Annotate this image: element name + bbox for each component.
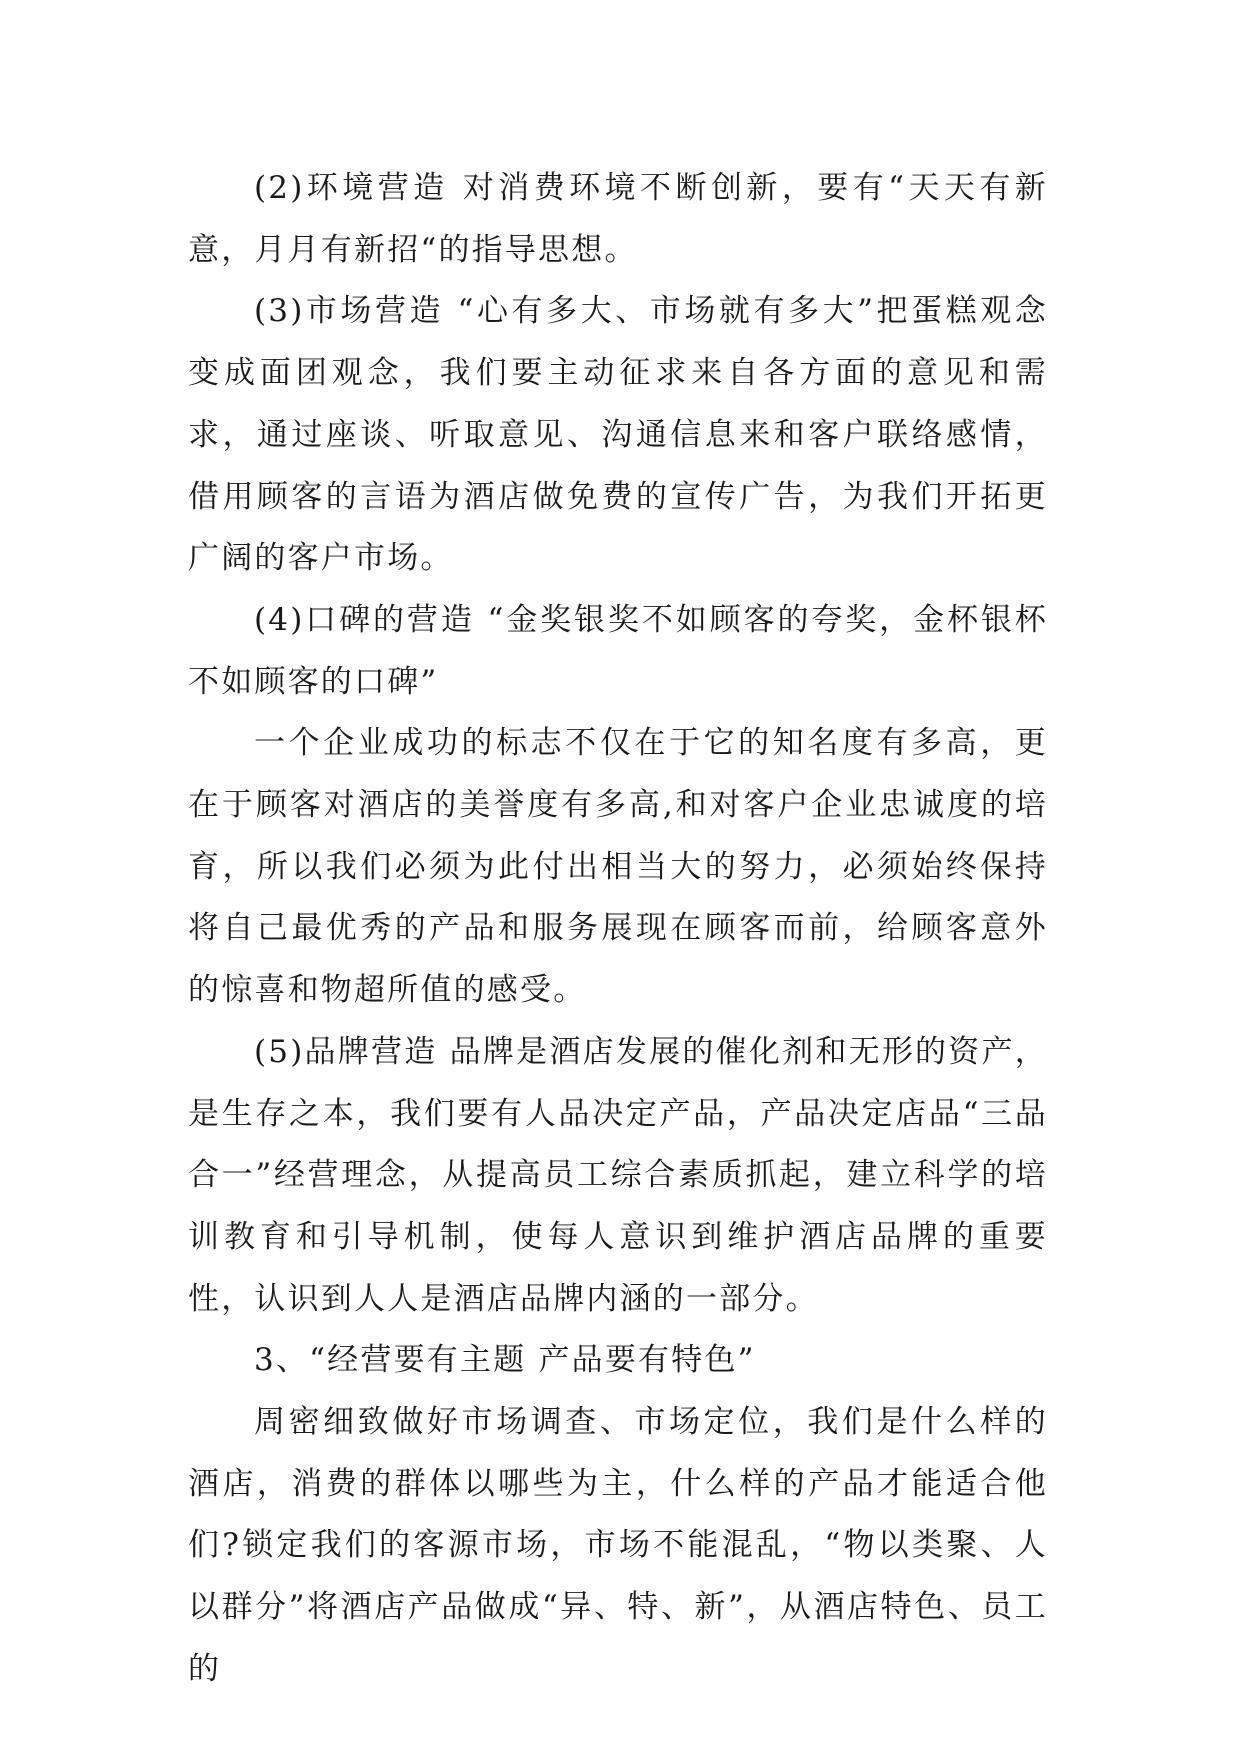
section-heading-theme: 3、“经营要有主题 产品要有特色” bbox=[254, 1342, 756, 1379]
paragraph-brand: (5)品牌营造 品牌是酒店发展的催化剂和无形的资产，是生存之本，我们要有人品决定产品，产品决定店品“三品合一”经营理念，从提高员工综合素质抓起，建立科学的培训教育和引导机制，使每人意识到维护酒店品牌的重要性，认识到人人是酒店品牌内涵的一部分。 bbox=[188, 1033, 1048, 1317]
paragraph-reputation: (4)口碑的营造 “金奖银奖不如顾客的夸奖，金杯银杯不如顾客的口碑” bbox=[188, 601, 1048, 700]
paragraph-enterprise-success: 一个企业成功的标志不仅在于它的知名度有多高，更在于顾客对酒店的美誉度有多高,和对客户企业忠诚度的培育，所以我们必须为此付出相当大的努力，必须始终保持将自己最优秀的产品和服务展现在顾客而前，给顾客意外的惊喜和物超所值的感受。 bbox=[188, 725, 1048, 1009]
paragraph-market-research: 周密细致做好市场调查、市场定位，我们是什么样的酒店，消费的群体以哪些为主，什么样的产品才能适合他们?锁定我们的客源市场，市场不能混乱，“物以类聚、人以群分”将酒店产品做成“异、特、新”，从酒店特色、员工的 bbox=[188, 1404, 1048, 1687]
paragraph-environment: (2)环境营造 对消费环境不断创新，要有“天天有新意，月月有新招“的指导思想。 bbox=[188, 170, 1048, 268]
paragraph-market: (3)市场营造 “心有多大、市场就有多大”把蛋糕观念变成面团观念，我们要主动征求来自各方面的意见和需求，通过座谈、听取意见、沟通信息来和客户联络感情，借用顾客的言语为酒店做免费的宣传广告，为我们开拓更广阔的客户市场。 bbox=[188, 293, 1048, 577]
document-body bbox=[188, 158, 1048, 1701]
